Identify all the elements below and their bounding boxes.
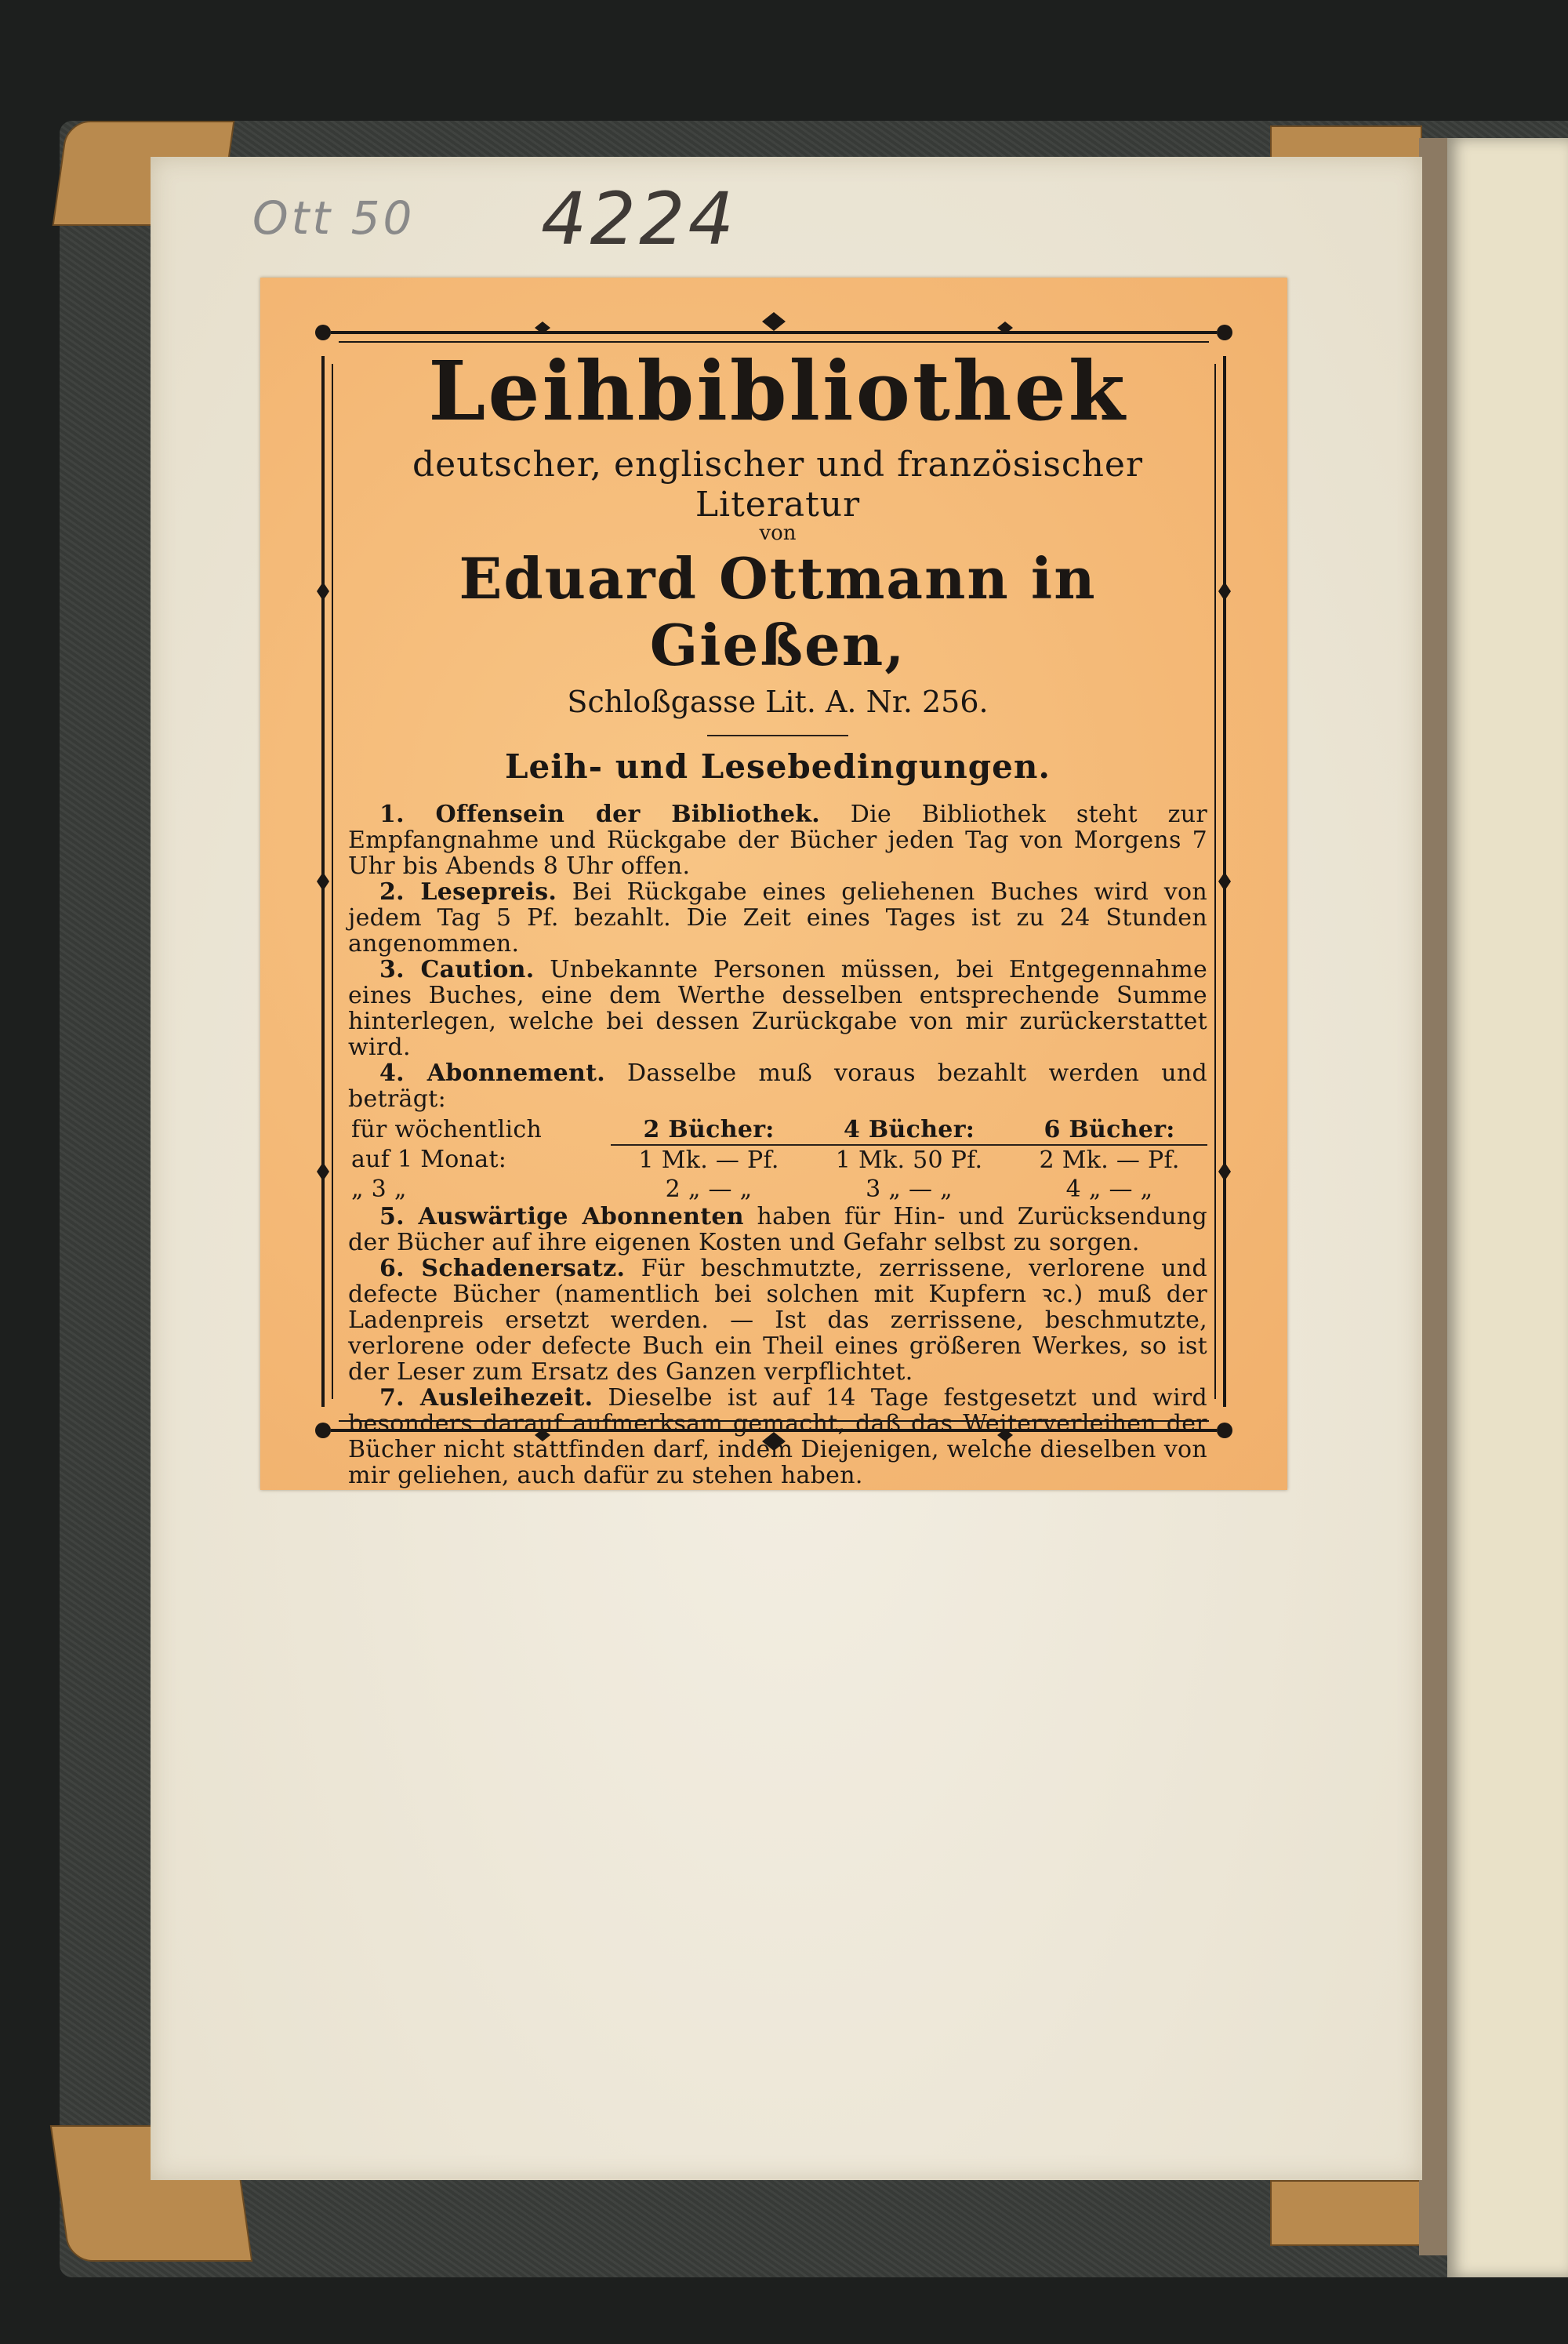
- facing-page-edge: [1447, 138, 1568, 2277]
- table-cell: 3 „ — „: [866, 1176, 953, 1204]
- condition-item: [348, 801, 1207, 879]
- table-row-label: „ 3 „: [351, 1176, 407, 1204]
- condition-heading: 7. Ausleihezeit.: [379, 1384, 593, 1412]
- condition-item: [348, 957, 1207, 1060]
- handwritten-shelfmark: Ott 50: [252, 191, 416, 245]
- condition-body: haben für Hin- und Zurücksendung der Bücher auf ihre eigenen Kosten und Gefahr selbst zu sorgen.: [348, 1203, 1208, 1257]
- handwritten-accession-number: 4224: [541, 177, 738, 261]
- divider-rule: [707, 735, 848, 736]
- library-bookplate-label: [260, 278, 1287, 1490]
- table-row-header-label: für wöchentlich: [351, 1116, 543, 1144]
- conditions-heading: Leih- und Lesebedingungen.: [504, 747, 1051, 787]
- table-row: [348, 1145, 1207, 1175]
- table-cell: 4 „ — „: [1065, 1176, 1153, 1204]
- table-cell: 1 Mk. 50 Pf.: [835, 1147, 983, 1175]
- label-title: Leihbibliothek: [428, 343, 1127, 439]
- table-row: [348, 1175, 1207, 1204]
- condition-heading: 4. Abonnement.: [379, 1059, 606, 1088]
- table-cell: 2 Mk. — Pf.: [1039, 1147, 1180, 1175]
- condition-heading: 3. Caution.: [379, 956, 535, 984]
- conditions-text: [348, 801, 1207, 1488]
- table-header-row: [348, 1115, 1207, 1145]
- condition-item: [348, 1204, 1207, 1256]
- label-owner: Eduard Ottmann in Gießen,: [459, 545, 1097, 679]
- condition-body: Dasselbe muß voraus bezahlt werden und beträgt:: [348, 1059, 1207, 1114]
- condition-body: Bei Rückgabe eines geliehenen Buches wird von jedem Tag 5 Pf. bezahlt. Die Zeit eines Tages ist zu 24 Stunden angenommen.: [348, 878, 1208, 958]
- condition-heading: 2. Lesepreis.: [379, 878, 557, 907]
- label-address: Schloßgasse Lit. A. Nr. 256.: [567, 685, 989, 720]
- condition-heading: 1. Offensein der Bibliothek.: [379, 801, 821, 829]
- condition-body: Dieselbe ist auf 14 Tage festgesetzt und wird besonders darauf aufmerksam gemacht, daß das Weiterverleihen der Bücher nicht stattfinden darf, indem Diejenigen, welche dieselben von mir geliehen, auch dafür zu stehen haben.: [348, 1384, 1207, 1490]
- table-column-header: 2 Bücher:: [611, 1115, 807, 1145]
- table-row-label: auf 1 Monat:: [351, 1146, 507, 1174]
- condition-item: [348, 879, 1207, 957]
- table-column-header: 6 Bücher:: [1011, 1115, 1207, 1145]
- label-subtitle: deutscher, englischer und französischer Literatur: [412, 445, 1143, 525]
- condition-heading: 5. Auswärtige Abonnenten: [379, 1203, 744, 1231]
- condition-body: Die Bibliothek steht zur Empfangnahme und Rückgabe der Bücher jeden Tag von Morgens 7 Uhr bis Abends 8 Uhr offen.: [348, 801, 1207, 881]
- table-cell: 2 „ — „: [665, 1176, 753, 1204]
- label-content: [347, 343, 1209, 1490]
- table-column-header: 4 Bücher:: [807, 1115, 1011, 1145]
- condition-item: [348, 1060, 1207, 1112]
- label-von: von: [759, 521, 797, 546]
- subscription-price-table: [348, 1115, 1207, 1204]
- condition-item: [348, 1256, 1207, 1385]
- condition-item: [348, 1385, 1207, 1488]
- leather-corner-bottom-right: [1270, 2180, 1422, 2246]
- condition-heading: 6. Schadenersatz.: [379, 1255, 626, 1283]
- table-cell: 1 Mk. — Pf.: [638, 1147, 779, 1175]
- condition-body: Unbekannte Personen müssen, bei Entgegennahme eines Buches, eine dem Werthe desselben entsprechende Summe hinterlegen, welche bei dessen Zurückgabe von mir zurückerstattet wird.: [348, 956, 1207, 1062]
- condition-body: Für beschmutzte, zerrissene, verlorene und defecte Bücher (namentlich bei solchen mit Kupfern ꝛc.) muß der Ladenpreis ersetzt werden. — Ist das zerrissene, beschmutzte, verlorene oder defecte Buch ein Theil eines größeren Werkes, so ist der Leser zum Ersatz des Ganzen verpflichtet.: [348, 1255, 1208, 1386]
